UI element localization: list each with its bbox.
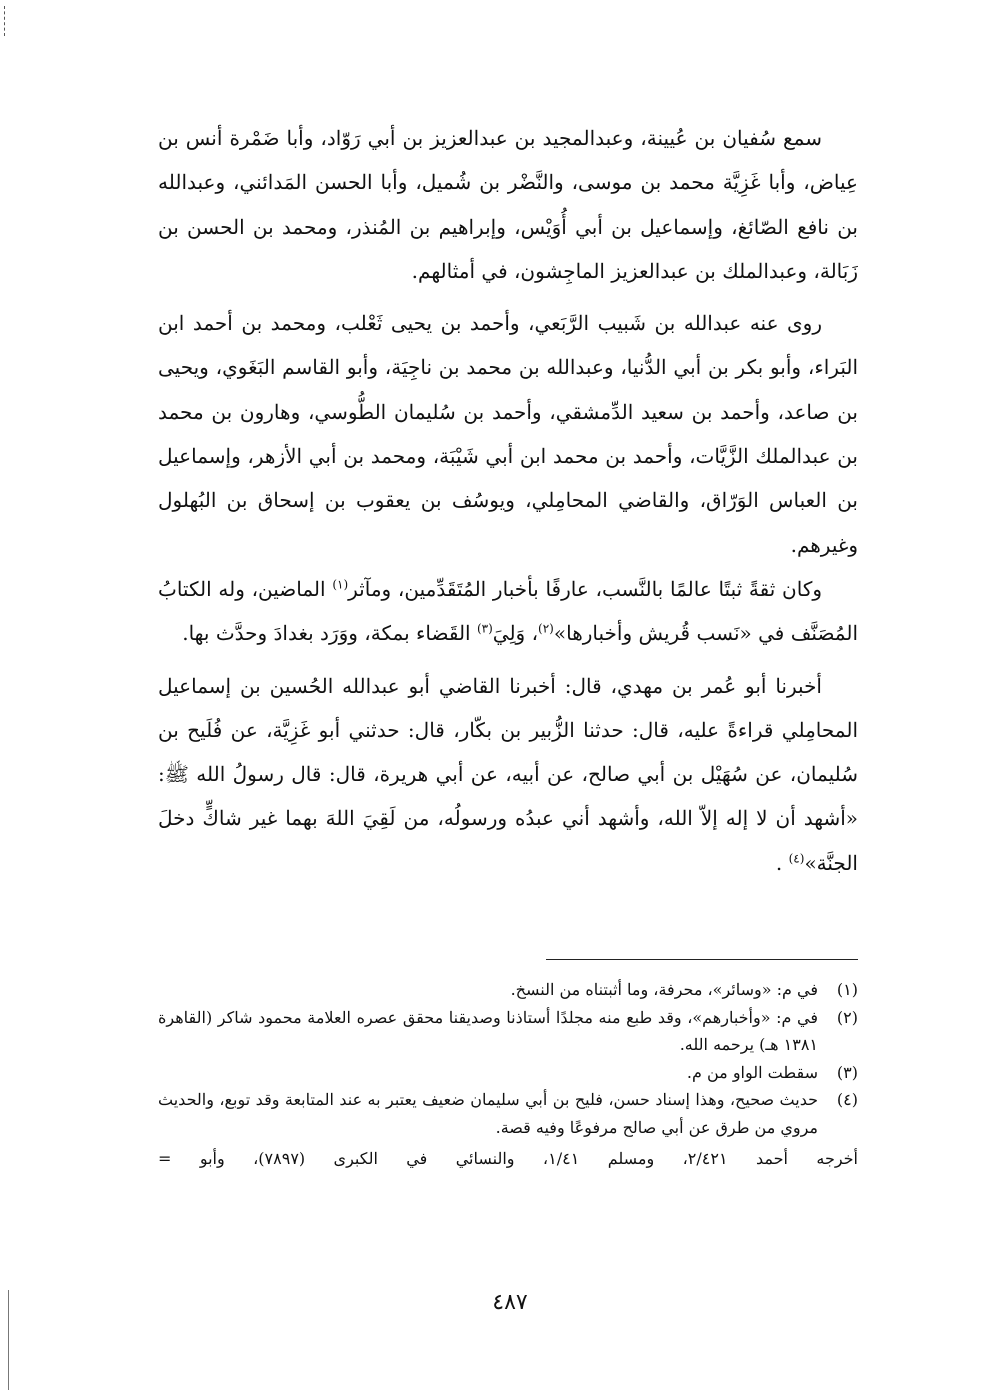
paragraph-hadith [158,664,858,885]
scan-edge-line [8,1290,9,1390]
footnote-separator [546,959,858,960]
paragraph-biography-text-2: الماضين، وله الكتابُ المُصَنَّف في «نَسب قُريش وأخبارها» [158,576,858,646]
page-number: ٤٨٧ [492,1290,528,1315]
footnote-ref-1[interactable]: (١) [332,577,349,592]
paragraph-teachers: سمع سُفيان بن عُيينة، وعبدالمجيد بن عبدالعزيز بن أبي رَوّاد، وأبا ضَمْرة أنس بن عِياض، وأبا غَزِيَّة محمد بن موسى، والنَّضْر بن شُميل، وأبا الحسن المَدائني، وعبدالله بن نافع الصّائغ، وإسماعيل بن أبي أُوَيْس، وإبراهيم بن المُنذر، ومحمد بن الحسن بن زَبَالة، وعبدالملك بن عبدالعزيز الماجِشون، في أمثالهم. [158,126,858,283]
footnote-number: (١) [836,980,858,999]
paragraph-hadith-end: . [775,850,789,875]
scan-margin-mark [4,6,7,36]
footnote-ref-2[interactable]: (٢) [538,621,554,636]
footnote-3 [158,1059,858,1087]
paragraph-students: روى عنه عبدالله بن شَبيب الرَّبَعي، وأحمد بن يحيى ثَعْلب، ومحمد بن أحمد ابن البَراء، وأبو بكر بن أبي الدُّنيا، وعبدالله بن محمد بن ناجِيَة، وأبو القاسم البَغَوي، ويحيى بن صاعد، وأحمد بن سعيد الدِّمشقي، وأحمد بن سُليمان الطُّوسي، وهارون بن محمد بن عبدالملك الزَّيَّات، وأحمد بن محمد ابن أبي شَيْبَة، ومحمد بن أبي الأزهر، وإسماعيل بن العباس الوَرّاق، والقاضي المحامِلي، ويوسُف بن يعقوب بن إسحاق بن البُهلول وغيرهم. [158,311,858,557]
footnote-ref-3[interactable]: (٣) [476,621,493,636]
footnote-ref-4[interactable]: (٤) [788,851,805,866]
footnote-text: في م: «وأخبارهم»، وقد طبع منه مجلدًا أستاذنا وصديقنا محقق عصره العلامة محمود شاكر (القاهرة ١٣٨١ هـ) يرحمه الله. [158,1007,818,1054]
paragraph-biography [158,567,858,656]
footnote-2 [158,1004,858,1059]
main-text [158,116,858,885]
paragraph-biography-text-4: القَضاء بمكة، ووَرَد بغدادَ وحدَّث بها. [182,621,471,646]
footnote-continuation: أخرجه أحمد ٢/٤٢١، ومسلم ١/٤١، والنسائي في الكبرى (٧٨٩٧)، وأبو = [158,1149,859,1168]
footnote-1 [158,976,858,1004]
footnote-number: (٢) [836,1007,858,1027]
paragraph-biography-text-3: ، وَلِيَ [492,621,539,646]
footnote-text: في م: «وسائر»، محرفة، وما أثبتناه من النسخ. [510,980,818,999]
footnote-text: سقطت الواو من م. [686,1062,818,1082]
paragraph-biography-text-1: وكان ثقةً ثبتًا عالمًا بالنَّسب، عارفًا بأخبار المُتَقَدِّمين، ومآثر [348,576,823,601]
footnote-number: (٣) [836,1062,858,1082]
footnote-4 [158,1086,858,1141]
footnote-text: حديث صحيح، وهذا إسناد حسن، فليح بن أبي سليمان ضعيف يعتبر به عند المتابعة وقد توبع، والحديث مروي من طرق عن أبي صالح مرفوعًا وفيه قصة. [158,1090,818,1137]
paragraph-hadith-text: أخبرنا أبو عُمر بن مهدي، قال: أخبرنا القاضي أبو عبدالله الحُسين بن إسماعيل المحامِلي قراءةً عليه، قال: حدثنا الزُّبير بن بكّار، قال: حدثني أبو غَزِيَّة، عن فُلَيح بن سُليمان، عن سُهَيْل بن أبي صالح، عن أبيه، عن أبي هريرة، قال: قال رسولُ الله ﷺ: «أشهد أن لا إله إلاّ الله، وأشهد أني عبدُه ورسولُه، من لَقِيَ اللهَ بهما غير شاكٍّ دخلَ الجنَّة» [158,673,858,875]
footnote-number: (٤) [836,1090,858,1109]
footnotes [158,976,858,1173]
